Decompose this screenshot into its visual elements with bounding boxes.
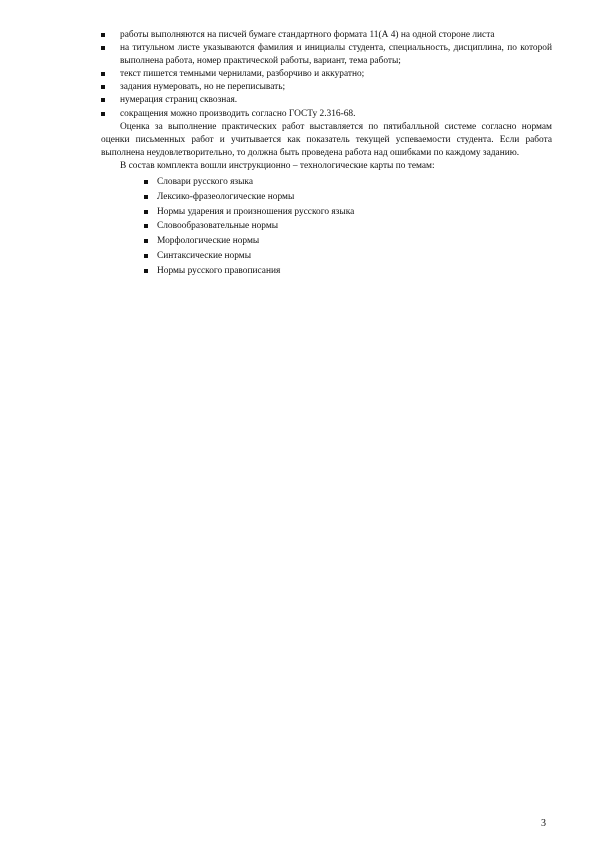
- list-item: [144, 264, 552, 279]
- topics-list: [101, 175, 552, 279]
- list-item: [101, 94, 552, 107]
- square-bullet-icon: [144, 239, 148, 243]
- list-item: [144, 175, 552, 190]
- list-item: [101, 108, 552, 121]
- list-item-text: работы выполняются на писчей бумаге стандартного формата 11(А 4) на одной стороне листа: [120, 30, 495, 40]
- list-item-text: задания нумеровать, но не переписывать;: [120, 82, 286, 93]
- square-bullet-icon: [101, 46, 105, 50]
- list-item-text: на титульном листе указываются фамилия и инициалы студента, специальность, дисциплина, по которой выполнена работа, номер практической работы, вариант, тема работы;: [120, 43, 552, 67]
- list-item-text: нумерация страниц сквозная.: [120, 95, 238, 106]
- list-item: [144, 219, 552, 234]
- list-item-text: текст пишется темными чернилами, разборчиво и аккуратно;: [120, 69, 365, 80]
- square-bullet-icon: [101, 72, 105, 76]
- list-item: [144, 249, 552, 264]
- list-item: [101, 81, 552, 94]
- list-item: [144, 234, 552, 249]
- formatting-rules-list: [101, 29, 552, 121]
- square-bullet-icon: [144, 254, 148, 258]
- topic-label: Нормы ударения и произношения русского языка: [157, 206, 355, 217]
- list-item: [144, 205, 552, 220]
- square-bullet-icon: [101, 98, 105, 102]
- topic-label: Словари русского языка: [157, 177, 254, 188]
- topic-label: Морфологические нормы: [157, 236, 260, 247]
- square-bullet-icon: [144, 210, 148, 214]
- topic-label: Лексико-фразеологические нормы: [157, 191, 295, 202]
- list-item-text: сокращения можно производить согласно ГОСТу 2.316-68.: [120, 108, 356, 119]
- grading-paragraph: Оценка за выполнение практических работ выставляется по пятибалльной системе согласно нормам оценки письменных работ и учитывается как показатель текущей успеваемости студента. Если работа выполнена неудовлетворительно, то должна быть проведена работа над ошибками по каждому заданию.: [101, 121, 552, 158]
- square-bullet-icon: [144, 195, 148, 199]
- topic-label: Нормы русского правописания: [157, 265, 281, 276]
- square-bullet-icon: [101, 112, 105, 116]
- list-item: [144, 190, 552, 205]
- page-number: 3: [541, 818, 546, 829]
- list-item: [101, 68, 552, 81]
- square-bullet-icon: [144, 180, 148, 184]
- topic-label: Синтаксические нормы: [157, 251, 251, 262]
- contents-intro-paragraph: В состав комплекта вошли инструкционно – технологические карты по темам:: [120, 160, 435, 171]
- square-bullet-icon: [144, 224, 148, 228]
- topic-label: Словообразовательные нормы: [157, 221, 279, 232]
- list-item: [101, 42, 552, 68]
- square-bullet-icon: [144, 269, 148, 273]
- list-item: [101, 29, 552, 42]
- page-body: [101, 29, 552, 279]
- square-bullet-icon: [101, 33, 105, 37]
- square-bullet-icon: [101, 85, 105, 89]
